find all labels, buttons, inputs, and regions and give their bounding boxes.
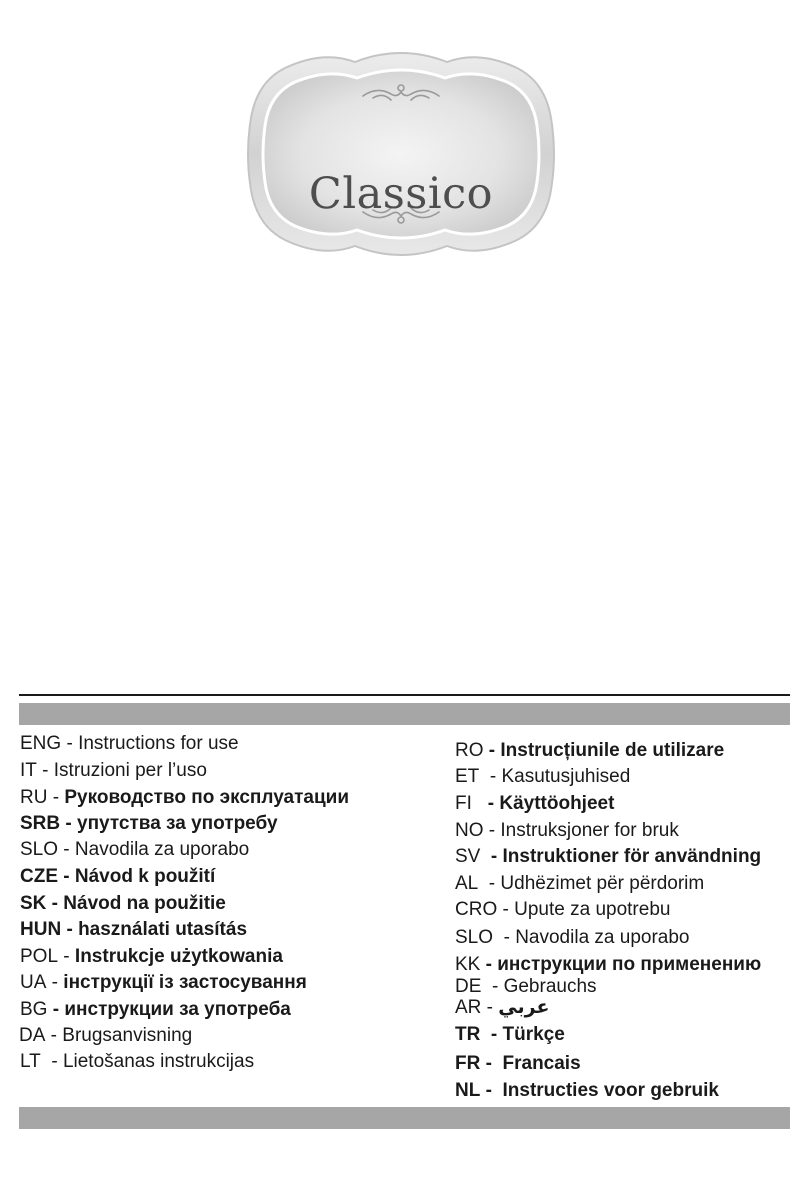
language-item-fi: FI - Käyttöohjeet <box>455 793 615 814</box>
language-item-slo-r: SLO - Navodila za uporabo <box>455 927 690 948</box>
language-code: CZE <box>20 866 58 887</box>
language-label: Instruksjoner for bruk <box>500 820 679 841</box>
language-item-no: NO - Instruksjoner for bruk <box>455 820 679 841</box>
language-item-tr: TR - Türkçe <box>455 1024 565 1045</box>
language-label: інструкції із застосування <box>63 972 307 993</box>
language-label: Instructies voor gebruik <box>502 1080 719 1101</box>
brand-name: Classico <box>308 169 494 219</box>
language-label: Instrukcje użytkowania <box>74 946 283 967</box>
language-code: FI <box>455 793 472 814</box>
footer-bar <box>19 1107 790 1129</box>
language-label: Francais <box>502 1053 581 1074</box>
language-item-pol: POL - Instrukcje użytkowania <box>20 946 283 967</box>
language-code: HUN <box>20 919 62 940</box>
ornate-frame-icon <box>245 48 557 260</box>
language-label: Käyttöohjeet <box>499 793 615 814</box>
language-label: Návod na použitie <box>63 893 226 914</box>
language-code: SK <box>20 893 47 914</box>
language-code: UA <box>20 972 47 993</box>
header-bar <box>19 703 790 725</box>
language-item-ro: RO - Instrucțiunile de utilizare <box>455 740 725 761</box>
language-item-kk: KK - инструкции по применению <box>455 954 762 975</box>
language-code: LT <box>20 1051 41 1072</box>
language-item-ua: UA - інструкції із застосування <box>20 972 307 993</box>
language-label: Kasutusjuhised <box>501 766 631 787</box>
language-label: Istruzioni per l’uso <box>53 760 207 781</box>
language-item-lt: LT - Lietošanas instrukcijas <box>20 1051 255 1072</box>
language-code: NL <box>455 1080 481 1101</box>
language-item-eng: ENG - Instructions for use <box>20 733 239 754</box>
language-label: Türkçe <box>502 1024 565 1045</box>
language-code: SRB <box>20 813 61 834</box>
language-label: Brugsanvisning <box>62 1025 193 1046</box>
brand-logo <box>245 48 557 260</box>
language-label: Udhëzimet për përdorim <box>500 873 705 894</box>
language-code: TR <box>455 1024 481 1045</box>
language-label: Navodila za uporabo <box>74 839 250 860</box>
language-label: Lietošanas instrukcijas <box>62 1051 255 1072</box>
language-item-ar: AR - عربي <box>455 997 550 1018</box>
language-code: NO <box>455 820 484 841</box>
language-label: инструкции по применению <box>497 954 762 975</box>
language-label: инструкции за употреба <box>64 999 291 1020</box>
language-code: SLO <box>20 839 59 860</box>
language-code: IT <box>20 760 37 781</box>
language-code: AL <box>455 873 479 894</box>
language-item-cze: CZE - Návod k použití <box>20 866 216 887</box>
language-code: SLO <box>455 927 494 948</box>
language-item-cro: CRO - Upute za upotrebu <box>455 899 671 920</box>
language-label: Руководство по эксплуатации <box>64 787 350 808</box>
language-code: RO <box>455 740 484 761</box>
language-label: használati utasítás <box>78 919 248 940</box>
language-label: Instructions for use <box>78 733 239 754</box>
language-item-fr: FR - Francais <box>455 1053 581 1074</box>
language-item-srb: SRB - упутства за употребу <box>20 813 278 834</box>
top-rule <box>19 694 790 696</box>
language-code: ET <box>455 766 480 787</box>
language-item-al: AL - Udhëzimet për përdorim <box>455 873 705 894</box>
language-item-nl: NL - Instructies voor gebruik <box>455 1080 719 1101</box>
language-label: عربي <box>498 997 550 1018</box>
language-item-ru: RU - Руководство по эксплуатации <box>20 787 350 808</box>
language-code: RU <box>20 787 48 808</box>
language-label: Gebrauchs <box>503 976 597 997</box>
language-code: POL <box>20 946 59 967</box>
language-code: FR <box>455 1053 481 1074</box>
language-item-slo: SLO - Navodila za uporabo <box>20 839 250 860</box>
language-code: DE <box>455 976 482 997</box>
language-code: SV <box>455 846 481 867</box>
language-label: Upute za upotrebu <box>514 899 671 920</box>
language-code: DA <box>19 1025 46 1046</box>
language-item-de: DE - Gebrauchs <box>455 976 597 997</box>
language-code: BG <box>20 999 48 1020</box>
language-item-hun: HUN - használati utasítás <box>20 919 248 940</box>
language-item-it: IT - Istruzioni per l’uso <box>20 760 207 781</box>
language-label: Instruktioner för användning <box>502 846 762 867</box>
language-code: AR <box>455 997 482 1018</box>
language-code: ENG <box>20 733 62 754</box>
language-code: KK <box>455 954 481 975</box>
language-item-et: ET - Kasutusjuhised <box>455 766 631 787</box>
language-label: упутства за употребу <box>77 813 278 834</box>
language-label: Navodila za uporabo <box>515 927 690 948</box>
language-label: Instrucțiunile de utilizare <box>500 740 725 761</box>
language-item-da: DA - Brugsanvisning <box>19 1025 193 1046</box>
language-label: Návod k použití <box>74 866 216 887</box>
language-item-sk: SK - Návod na použitie <box>20 893 226 914</box>
language-code: CRO <box>455 899 498 920</box>
language-item-bg: BG - инструкции за употреба <box>20 999 291 1020</box>
language-item-sv: SV - Instruktioner för användning <box>455 846 762 867</box>
